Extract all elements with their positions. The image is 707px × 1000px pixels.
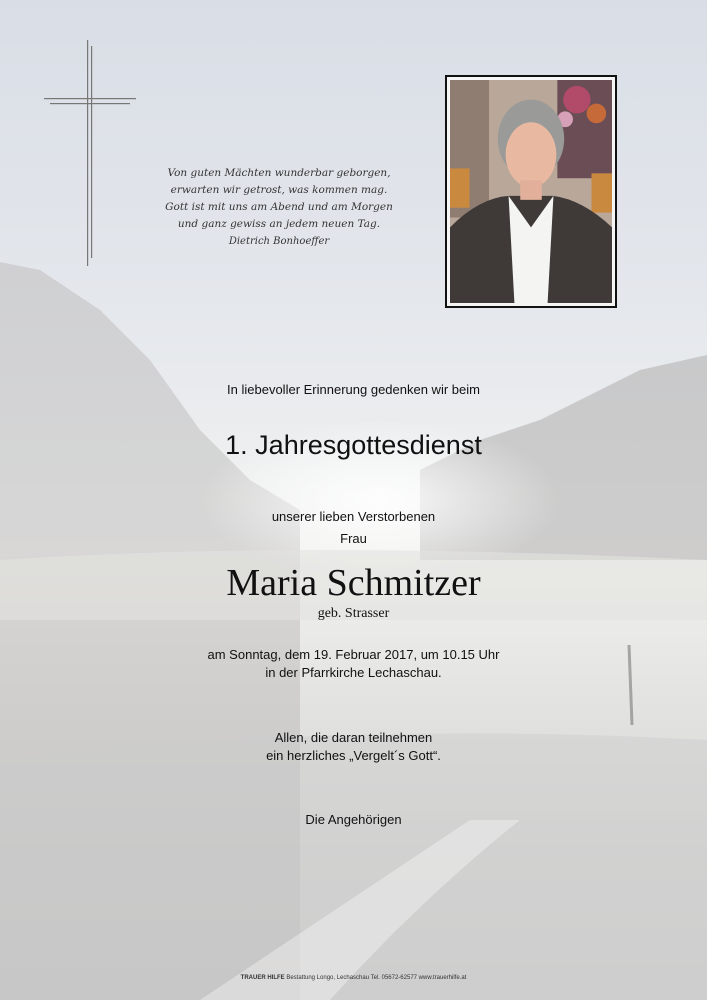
- service-details: [0, 646, 707, 682]
- subtitle-text: unserer lieben Verstorbenen: [271, 509, 436, 524]
- footer-brand: TRAUER HILFE: [240, 975, 285, 981]
- event-title: 1. Jahresgottesdienst: [225, 430, 482, 460]
- intro-text: In liebevoller Erinnerung gedenken wir beim: [227, 382, 480, 397]
- footer-credit: [0, 975, 707, 981]
- footer-details: Bestattung Longo, Lechaschau Tel. 05672-62577 www.trauerhilfe.at: [286, 975, 467, 981]
- service-date: am Sonntag, dem 19. Februar 2017, um 10.15 Uhr: [207, 647, 500, 662]
- quote-line: Gott ist mit uns am Abend und am Morgen: [165, 201, 393, 213]
- portrait-photo: [450, 80, 612, 303]
- signature-text: Die Angehörigen: [305, 812, 402, 827]
- salutation-text: Frau: [340, 531, 367, 546]
- quote-line: und ganz gewiss an jedem neuen Tag.: [177, 218, 381, 230]
- bonhoeffer-quote: [150, 165, 408, 250]
- thanks-line: ein herzliches „Vergelt´s Gott“.: [266, 748, 441, 763]
- portrait-photo-frame: [445, 75, 617, 308]
- birth-name: geb. Strasser: [317, 606, 390, 621]
- quote-line: erwarten wir getrost, was kommen mag.: [170, 184, 388, 196]
- thanks-text: [0, 729, 707, 765]
- cross-icon: [44, 40, 136, 266]
- thanks-line: Allen, die daran teilnehmen: [274, 730, 433, 745]
- quote-author: Dietrich Bonhoeffer: [228, 236, 330, 247]
- quote-line: Von guten Mächten wunderbar geborgen,: [167, 167, 391, 179]
- deceased-name: Maria Schmitzer: [226, 562, 481, 604]
- service-location: in der Pfarrkirche Lechaschau.: [265, 665, 442, 680]
